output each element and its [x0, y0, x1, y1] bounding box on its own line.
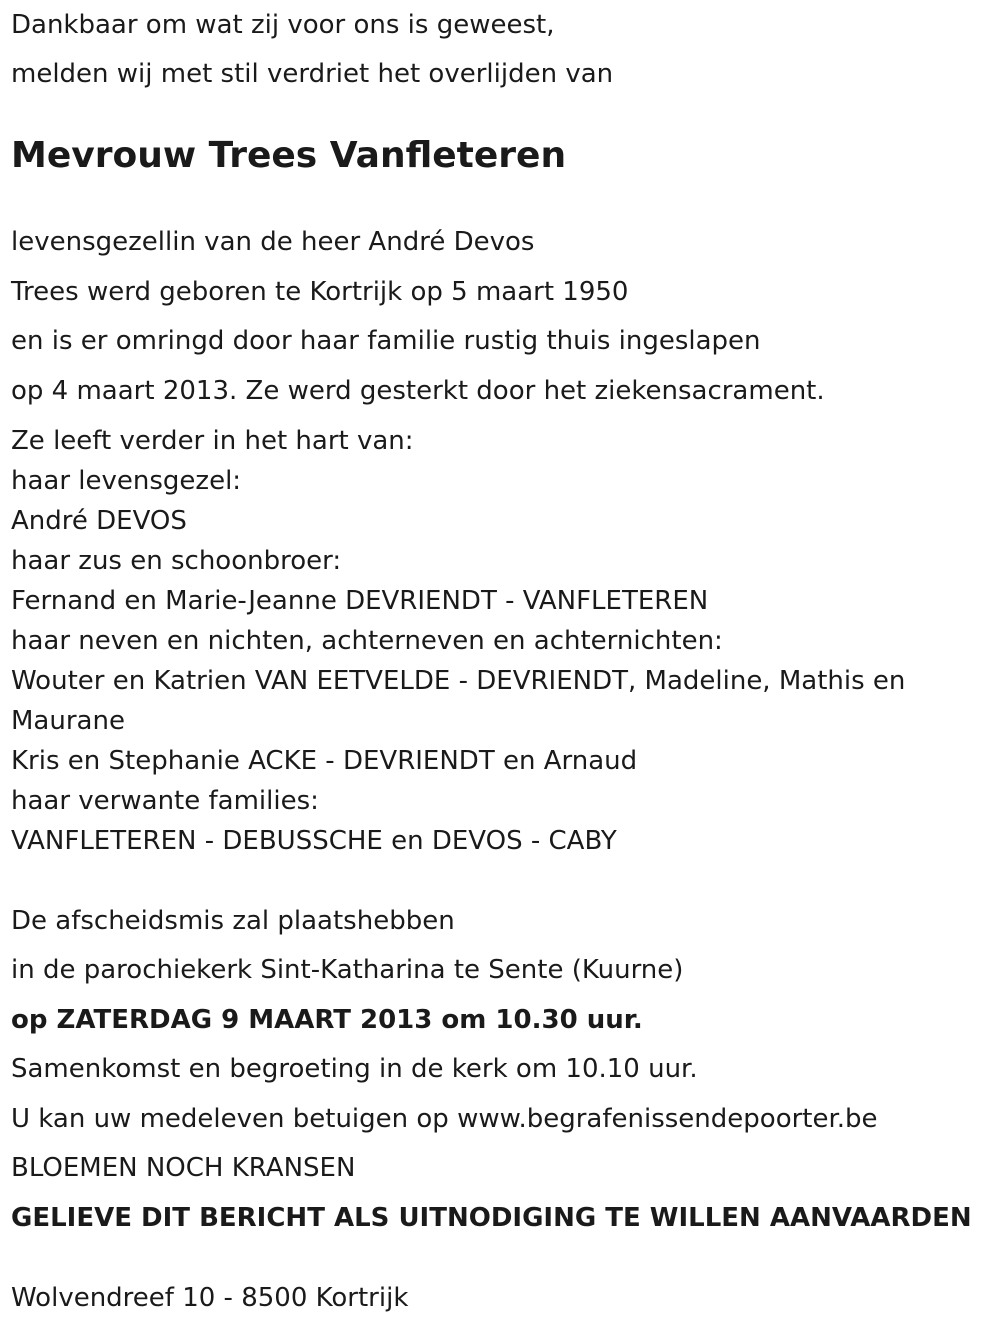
bio-line-3: en is er omringd door haar familie rustig thuis ingeslapen	[11, 326, 761, 356]
sister-names: Fernand en Marie-Jeanne DEVRIENDT - VANFLETEREN	[11, 586, 709, 616]
nephews-line-2: Kris en Stephanie ACKE - DEVRIENDT en Arnaud	[11, 746, 638, 776]
intro-line-2: melden wij met stil verdriet het overlijden van	[11, 59, 614, 89]
service-datetime: op ZATERDAG 9 MAART 2013 om 10.30 uur.	[11, 1005, 643, 1035]
address-line: Wolvendreef 10 - 8500 Kortrijk	[11, 1283, 409, 1313]
bio-line-4: op 4 maart 2013. Ze werd gesterkt door het ziekensacrament.	[11, 376, 825, 406]
nephews-label: haar neven en nichten, achterneven en achternichten:	[11, 626, 723, 656]
invitation-notice: GELIEVE DIT BERICHT ALS UITNODIGING TE WILLEN AANVAARDEN	[11, 1203, 972, 1233]
condolence-line: U kan uw medeleven betuigen op www.begrafenissendepoorter.be	[11, 1104, 878, 1134]
bio-line-1: levensgezellin van de heer André Devos	[11, 227, 535, 257]
related-label: haar verwante families:	[11, 786, 319, 816]
intro-line-1: Dankbaar om wat zij voor ons is geweest,	[11, 10, 555, 40]
partner-label: haar levensgezel:	[11, 466, 242, 496]
nephews-line-1b: Maurane	[11, 706, 125, 736]
deceased-name: Mevrouw Trees Vanfleteren	[11, 135, 567, 176]
family-intro: Ze leeft verder in het hart van:	[11, 426, 414, 456]
service-line-1: De afscheidsmis zal plaatshebben	[11, 906, 455, 936]
service-gathering: Samenkomst en begroeting in de kerk om 10.10 uur.	[11, 1054, 698, 1084]
related-names: VANFLETEREN - DEBUSSCHE en DEVOS - CABY	[11, 826, 617, 856]
sister-label: haar zus en schoonbroer:	[11, 546, 342, 576]
bio-line-2: Trees werd geboren te Kortrijk op 5 maart 1950	[11, 277, 629, 307]
partner-name: André DEVOS	[11, 506, 187, 536]
service-line-2: in de parochiekerk Sint-Katharina te Sente (Kuurne)	[11, 955, 684, 985]
flowers-notice: BLOEMEN NOCH KRANSEN	[11, 1153, 356, 1183]
nephews-line-1a: Wouter en Katrien VAN EETVELDE - DEVRIENDT, Madeline, Mathis en	[11, 666, 906, 696]
